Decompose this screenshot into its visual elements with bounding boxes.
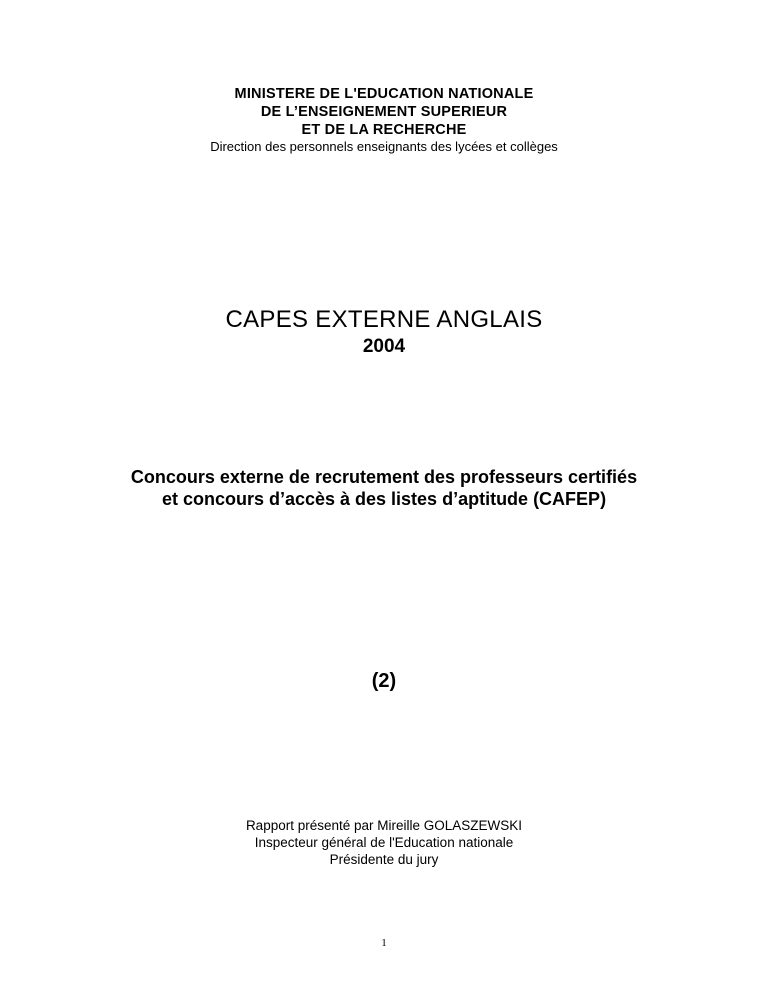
document-title [0,305,768,359]
direction-line: Direction des personnels enseignants des lycées et collèges [210,139,558,154]
ministry-line-1: MINISTERE DE L'EDUCATION NATIONALE [234,86,534,102]
volume-number: (2) [371,670,397,692]
concours-description [0,466,768,510]
report-credits [0,817,768,868]
page-number: 1 [381,937,387,949]
report-line-3: Présidente du jury [329,852,439,867]
concours-line-2: et concours d’accès à des listes d’aptitude (CAFEP) [161,489,607,509]
title-main: CAPES EXTERNE ANGLAIS [225,306,543,333]
ministry-line-3: ET DE LA RECHERCHE [301,122,467,138]
ministry-header [0,85,768,155]
ministry-line-2: DE L’ENSEIGNEMENT SUPERIEUR [260,104,508,120]
report-line-1: Rapport présenté par Mireille GOLASZEWSKI [245,818,523,833]
concours-line-1: Concours externe de recrutement des professeurs certifiés [130,467,638,487]
title-year: 2004 [362,336,406,357]
report-line-2: Inspecteur général de l'Education nationale [254,835,514,850]
